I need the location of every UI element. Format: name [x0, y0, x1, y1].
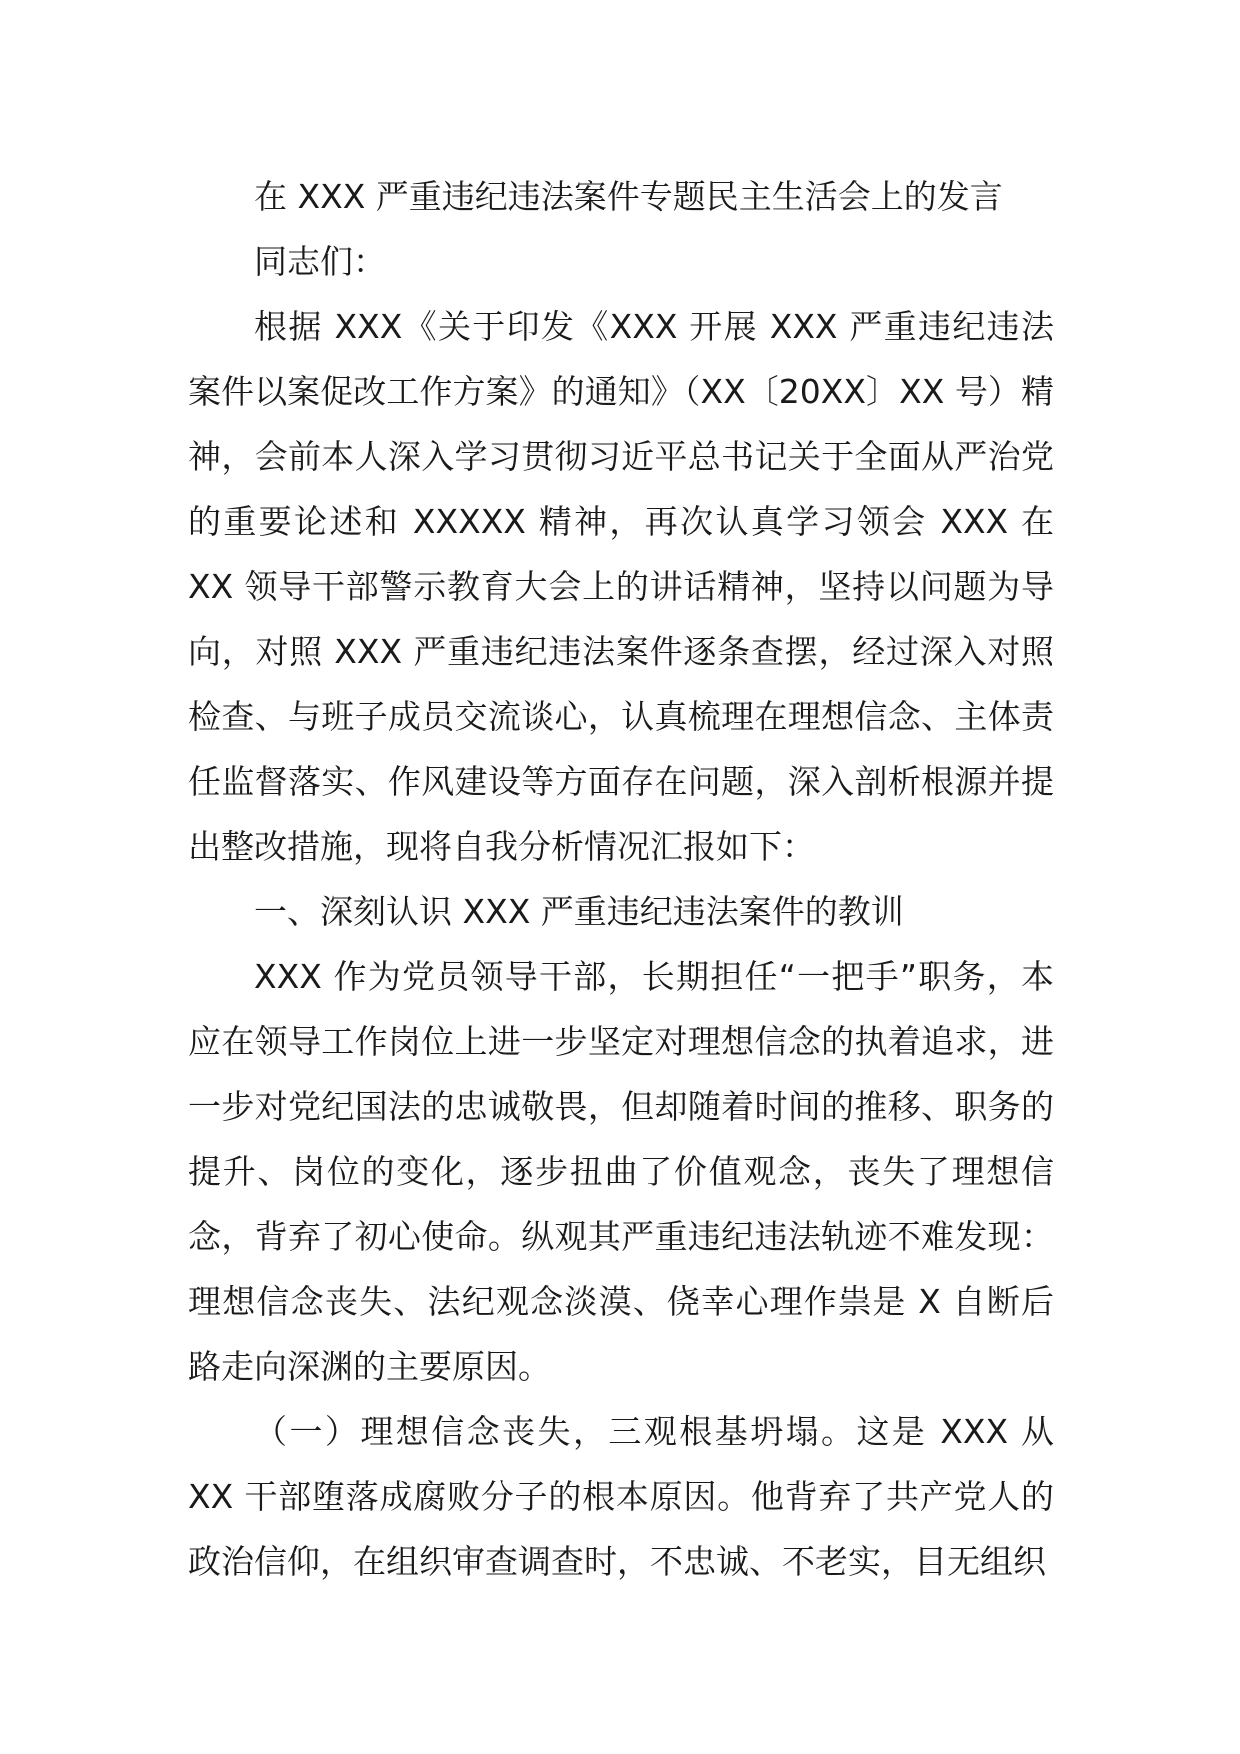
paragraph: XXX 作为党员领导干部，长期担任“一把手”职务，本应在领导工作岗位上进一步坚定对理想信念的执着追求，进一步对党纪国法的忠诚敬畏，但却随着时间的推移、职务的提升、岗位的变化，逐步扭曲了价值观念，丧失了理想信念，背弃了初心使命。纵观其严重违纪违法轨迹不难发现：理想信念丧失、法纪观念淡漠、侥幸心理作祟是 X 自断后路走向深渊的主要原因。	[188, 957, 1054, 1386]
salutation: 同志们：	[254, 242, 386, 281]
paragraph: （一）理想信念丧失，三观根基坍塌。这是 XXX 从 XX 干部堕落成腐败分子的根本原因。他背弃了共产党人的政治信仰，在组织审查调查时，不忠诚、不老实，目无组织	[188, 1412, 1054, 1581]
paragraph: 根据 XXX《关于印发《XXX 开展 XXX 严重违纪违法案件以案促改工作方案》的通知》（XX〔20XX〕XX 号）精神，会前本人深入学习贯彻习近平总书记关于全面从严治党的重要论述和 XXXXX 精神，再次认真学习领会 XXX 在 XX 领导干部警示教育大会上的讲话精神，坚持以问题为导向，对照 XXX 严重违纪违法案件逐条查摆，经过深入对照检查、与班子成员交流谈心，认真梳理在理想信念、主体责任监督落实、作风建设等方面存在问题，深入剖析根源并提出整改措施，现将自我分析情况汇报如下：	[188, 307, 1054, 866]
document-title: 在 XXX 严重违纪违法案件专题民主生活会上的发言	[254, 177, 1003, 216]
section-heading: 一、深刻认识 XXX 严重违纪违法案件的教训	[254, 892, 904, 931]
document-body	[188, 164, 1054, 1594]
